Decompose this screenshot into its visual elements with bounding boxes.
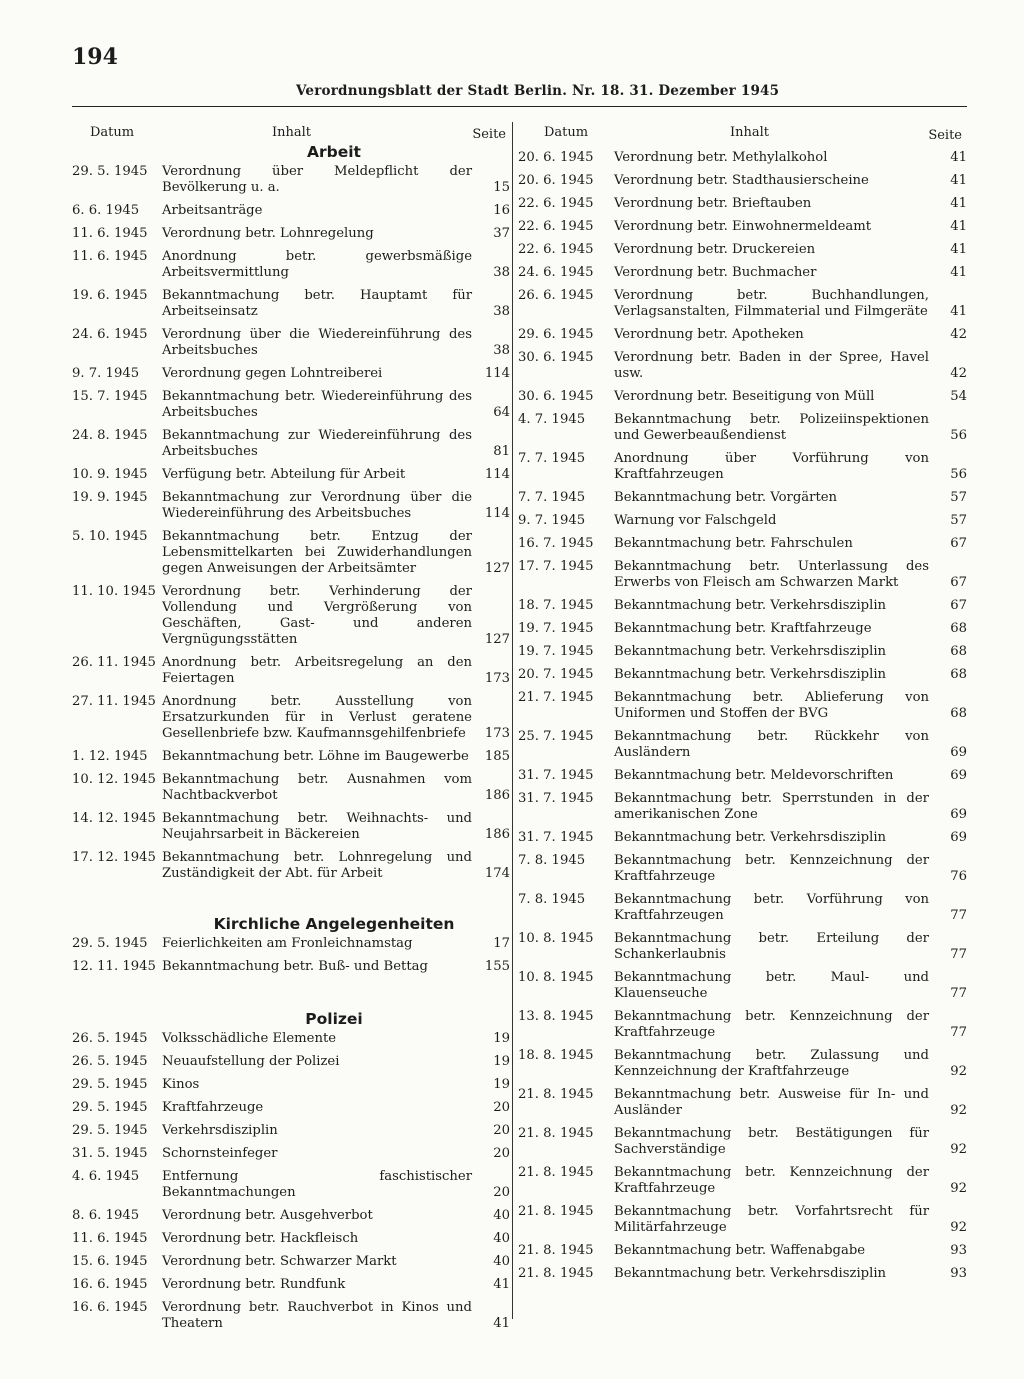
entry-title: Bekanntmachung betr. Ausnahmen vom Nachtbackverbot bbox=[162, 772, 472, 803]
entry-page: 40 bbox=[493, 1254, 510, 1269]
index-entry bbox=[518, 513, 967, 529]
entry-title: Verordnung betr. Schwarzer Markt bbox=[162, 1254, 397, 1269]
entry-date: 17. 12. 1945 bbox=[72, 850, 156, 865]
index-entry bbox=[518, 219, 967, 235]
entry-page: 77 bbox=[950, 947, 967, 962]
index-entry bbox=[518, 729, 967, 761]
index-entry bbox=[72, 1254, 510, 1270]
entry-page: 69 bbox=[950, 768, 967, 783]
index-entry bbox=[518, 173, 967, 189]
entry-date: 21. 8. 1945 bbox=[518, 1243, 594, 1258]
entry-title: Bekanntmachung betr. Fahrschulen bbox=[614, 536, 853, 551]
entry-page: 186 bbox=[484, 827, 510, 842]
index-entry bbox=[72, 655, 510, 687]
entry-page: 76 bbox=[950, 869, 967, 884]
index-entry bbox=[518, 150, 967, 166]
entry-date: 21. 8. 1945 bbox=[518, 1204, 594, 1219]
entry-page: 155 bbox=[484, 959, 510, 974]
entry-page: 56 bbox=[950, 467, 967, 482]
entry-title: Verordnung betr. Rundfunk bbox=[162, 1277, 346, 1292]
entry-title: Arbeitsanträge bbox=[162, 203, 263, 218]
entry-title: Verordnung gegen Lohntreiberei bbox=[162, 366, 383, 381]
entry-title: Neuaufstellung der Polizei bbox=[162, 1054, 340, 1069]
entry-page: 20 bbox=[493, 1100, 510, 1115]
entry-title: Verordnung betr. Beseitigung von Müll bbox=[614, 389, 875, 404]
index-entry bbox=[72, 529, 510, 577]
index-entry bbox=[518, 1266, 967, 1282]
entry-date: 21. 7. 1945 bbox=[518, 690, 594, 705]
index-entry bbox=[518, 536, 967, 552]
index-entry bbox=[72, 249, 510, 281]
entry-date: 22. 6. 1945 bbox=[518, 219, 594, 234]
entry-title: Verordnung betr. Baden in der Spree, Havel usw. bbox=[614, 350, 929, 381]
running-header: Verordnungsblatt der Stadt Berlin. Nr. 18. 31. Dezember 1945 bbox=[296, 83, 780, 99]
entry-date: 19. 7. 1945 bbox=[518, 621, 594, 636]
entry-title: Bekanntmachung betr. Ausweise für In- und Ausländer bbox=[614, 1087, 929, 1118]
entry-title: Verfügung betr. Abteilung für Arbeit bbox=[162, 467, 406, 482]
page-number: 194 bbox=[72, 44, 118, 70]
entry-date: 10. 8. 1945 bbox=[518, 970, 594, 985]
index-entry bbox=[518, 1087, 967, 1119]
index-entry bbox=[518, 490, 967, 506]
entry-date: 17. 7. 1945 bbox=[518, 559, 594, 574]
entry-date: 6. 6. 1945 bbox=[72, 203, 140, 218]
entry-date: 24. 6. 1945 bbox=[518, 265, 594, 280]
entry-title: Verordnung betr. Druckereien bbox=[614, 242, 816, 257]
index-entry bbox=[518, 389, 967, 405]
index-entry bbox=[518, 690, 967, 722]
index-entry bbox=[518, 1009, 967, 1041]
section-heading: Kirchliche Angelegenheiten bbox=[213, 915, 455, 933]
header-rule bbox=[72, 106, 967, 107]
page-heading: Seite bbox=[928, 128, 962, 143]
entry-page: 38 bbox=[493, 343, 510, 358]
entry-title: Bekanntmachung betr. Weihnachts- und Neujahrsarbeit in Bäckereien bbox=[162, 811, 472, 842]
page-heading: Seite bbox=[472, 127, 506, 142]
index-entry bbox=[72, 203, 510, 219]
entry-page: 93 bbox=[950, 1243, 967, 1258]
entry-date: 7. 7. 1945 bbox=[518, 451, 586, 466]
entry-page: 41 bbox=[493, 1316, 510, 1331]
index-entry bbox=[518, 412, 967, 444]
entry-title: Bekanntmachung betr. Kennzeichnung der Kraftfahrzeuge bbox=[614, 853, 929, 884]
entry-date: 10. 12. 1945 bbox=[72, 772, 156, 787]
entry-page: 77 bbox=[950, 986, 967, 1001]
entry-date: 30. 6. 1945 bbox=[518, 389, 594, 404]
index-entry bbox=[72, 1077, 510, 1093]
entry-date: 18. 8. 1945 bbox=[518, 1048, 594, 1063]
entry-title: Bekanntmachung betr. Polizeiinspektionen und Gewerbeaußendienst bbox=[614, 412, 929, 443]
entry-date: 11. 10. 1945 bbox=[72, 584, 156, 599]
entry-title: Bekanntmachung betr. Waffenabgabe bbox=[614, 1243, 866, 1258]
entry-date: 29. 5. 1945 bbox=[72, 936, 148, 951]
entry-title: Bekanntmachung betr. Erteilung der Schankerlaubnis bbox=[614, 931, 929, 962]
entry-page: 186 bbox=[484, 788, 510, 803]
entry-page: 41 bbox=[493, 1277, 510, 1292]
entry-title: Bekanntmachung betr. Verkehrsdisziplin bbox=[614, 1266, 887, 1281]
right-column bbox=[518, 125, 967, 1282]
entry-page: 64 bbox=[493, 405, 510, 420]
index-entry bbox=[518, 1126, 967, 1158]
entry-page: 41 bbox=[950, 304, 967, 319]
index-entry bbox=[518, 598, 967, 614]
entry-page: 41 bbox=[950, 265, 967, 280]
entry-date: 15. 6. 1945 bbox=[72, 1254, 148, 1269]
entry-title: Entfernung faschistischer Bekanntmachungen bbox=[162, 1169, 472, 1200]
entry-page: 92 bbox=[950, 1181, 967, 1196]
entry-date: 9. 7. 1945 bbox=[518, 513, 586, 528]
entry-date: 4. 6. 1945 bbox=[72, 1169, 140, 1184]
entry-page: 15 bbox=[493, 180, 510, 195]
entry-title: Verordnung betr. Verhinderung der Vollendung und Vergrößerung von Geschäften, Gast- und anderen Vergnügungsstätten bbox=[162, 584, 472, 647]
date-heading: Datum bbox=[544, 125, 589, 140]
entry-page: 57 bbox=[950, 490, 967, 505]
entry-page: 41 bbox=[950, 196, 967, 211]
entry-title: Kinos bbox=[162, 1077, 200, 1092]
entry-page: 40 bbox=[493, 1231, 510, 1246]
right-column-body bbox=[518, 150, 967, 1282]
index-entry bbox=[72, 1300, 510, 1332]
column-divider bbox=[512, 122, 513, 1319]
index-entry bbox=[72, 389, 510, 421]
entry-title: Verordnung betr. Einwohnermeldeamt bbox=[614, 219, 872, 234]
entry-date: 25. 7. 1945 bbox=[518, 729, 594, 744]
index-entry bbox=[518, 1243, 967, 1259]
index-entry bbox=[72, 959, 510, 975]
index-entry bbox=[72, 226, 510, 242]
entry-date: 29. 5. 1945 bbox=[72, 1077, 148, 1092]
entry-date: 22. 6. 1945 bbox=[518, 196, 594, 211]
entry-page: 77 bbox=[950, 1025, 967, 1040]
entry-page: 185 bbox=[484, 749, 510, 764]
entry-date: 29. 5. 1945 bbox=[72, 1100, 148, 1115]
entry-page: 38 bbox=[493, 265, 510, 280]
entry-date: 9. 7. 1945 bbox=[72, 366, 140, 381]
index-entry bbox=[72, 288, 510, 320]
entry-page: 38 bbox=[493, 304, 510, 319]
entry-page: 92 bbox=[950, 1220, 967, 1235]
entry-title: Verordnung betr. Brieftauben bbox=[614, 196, 812, 211]
entry-date: 30. 6. 1945 bbox=[518, 350, 594, 365]
entry-page: 127 bbox=[484, 632, 510, 647]
index-entry bbox=[72, 850, 510, 882]
entry-page: 114 bbox=[484, 506, 510, 521]
index-entry bbox=[72, 749, 510, 765]
entry-page: 54 bbox=[950, 389, 967, 404]
entry-page: 16 bbox=[493, 203, 510, 218]
entry-page: 57 bbox=[950, 513, 967, 528]
index-entry bbox=[518, 196, 967, 212]
entry-date: 8. 6. 1945 bbox=[72, 1208, 140, 1223]
entry-date: 16. 7. 1945 bbox=[518, 536, 594, 551]
entry-title: Bekanntmachung betr. Vorführung von Kraftfahrzeugen bbox=[614, 892, 929, 923]
entry-page: 173 bbox=[484, 726, 510, 741]
entry-page: 20 bbox=[493, 1123, 510, 1138]
entry-title: Anordnung betr. Arbeitsregelung an den Feiertagen bbox=[162, 655, 472, 686]
entry-date: 19. 7. 1945 bbox=[518, 644, 594, 659]
index-entry bbox=[518, 327, 967, 343]
entry-page: 68 bbox=[950, 621, 967, 636]
entry-page: 67 bbox=[950, 536, 967, 551]
entry-date: 24. 6. 1945 bbox=[72, 327, 148, 342]
entry-page: 19 bbox=[493, 1054, 510, 1069]
index-entry bbox=[518, 451, 967, 483]
entry-page: 37 bbox=[493, 226, 510, 241]
entry-date: 19. 6. 1945 bbox=[72, 288, 148, 303]
index-entry bbox=[72, 1146, 510, 1162]
index-entry bbox=[72, 1123, 510, 1139]
entry-page: 174 bbox=[484, 866, 510, 881]
index-entry bbox=[518, 853, 967, 885]
index-entry bbox=[518, 1048, 967, 1080]
left-column-body bbox=[72, 144, 510, 1332]
entry-page: 77 bbox=[950, 908, 967, 923]
entry-date: 7. 8. 1945 bbox=[518, 853, 586, 868]
entry-page: 41 bbox=[950, 242, 967, 257]
index-entry bbox=[518, 265, 967, 281]
entry-title: Bekanntmachung betr. Zulassung und Kennzeichnung der Kraftfahrzeuge bbox=[614, 1048, 929, 1079]
entry-date: 26. 6. 1945 bbox=[518, 288, 594, 303]
entry-date: 10. 8. 1945 bbox=[518, 931, 594, 946]
entry-page: 41 bbox=[950, 173, 967, 188]
index-entry bbox=[518, 768, 967, 784]
index-entry bbox=[72, 366, 510, 382]
left-column bbox=[72, 125, 510, 1332]
index-entry bbox=[72, 1100, 510, 1116]
entry-date: 31. 7. 1945 bbox=[518, 768, 594, 783]
index-entry bbox=[72, 164, 510, 196]
index-entry bbox=[72, 1277, 510, 1293]
entry-title: Kraftfahrzeuge bbox=[162, 1100, 264, 1115]
index-entry bbox=[72, 1231, 510, 1247]
entry-title: Verordnung über die Wiedereinführung des Arbeitsbuches bbox=[162, 327, 472, 358]
entry-title: Bekanntmachung betr. Entzug der Lebensmittelkarten bei Zuwiderhandlungen gegen Anweisungen der Arbeitsämter bbox=[162, 529, 472, 576]
index-entry bbox=[72, 428, 510, 460]
entry-date: 24. 8. 1945 bbox=[72, 428, 148, 443]
entry-date: 20. 6. 1945 bbox=[518, 173, 594, 188]
entry-page: 114 bbox=[484, 467, 510, 482]
entry-date: 26. 11. 1945 bbox=[72, 655, 156, 670]
entry-title: Verordnung betr. Ausgehverbot bbox=[162, 1208, 373, 1223]
entry-date: 5. 10. 1945 bbox=[72, 529, 148, 544]
entry-title: Bekanntmachung betr. Rückkehr von Ausländern bbox=[614, 729, 929, 760]
entry-title: Bekanntmachung betr. Verkehrsdisziplin bbox=[614, 830, 887, 845]
entry-date: 1. 12. 1945 bbox=[72, 749, 148, 764]
entry-date: 31. 7. 1945 bbox=[518, 791, 594, 806]
entry-title: Bekanntmachung betr. Maul- und Klauenseuche bbox=[614, 970, 929, 1001]
content-heading: Inhalt bbox=[272, 125, 312, 140]
index-entry bbox=[72, 467, 510, 483]
index-entry bbox=[518, 667, 967, 683]
entry-title: Bekanntmachung zur Verordnung über die Wiedereinführung des Arbeitsbuches bbox=[162, 490, 472, 521]
entry-title: Bekanntmachung betr. Kraftfahrzeuge bbox=[614, 621, 872, 636]
left-column-header bbox=[72, 125, 510, 144]
entry-date: 18. 7. 1945 bbox=[518, 598, 594, 613]
entry-title: Bekanntmachung betr. Vorgärten bbox=[614, 490, 838, 505]
index-entry bbox=[72, 772, 510, 804]
index-entry bbox=[518, 830, 967, 846]
index-entry bbox=[518, 970, 967, 1002]
section-heading: Arbeit bbox=[307, 143, 361, 161]
index-entry bbox=[518, 892, 967, 924]
index-entry bbox=[72, 811, 510, 843]
entry-date: 21. 8. 1945 bbox=[518, 1087, 594, 1102]
entry-title: Bekanntmachung betr. Buß- und Bettag bbox=[162, 959, 428, 974]
index-entry bbox=[72, 1031, 510, 1047]
entry-title: Warnung vor Falschgeld bbox=[614, 513, 777, 528]
entry-date: 16. 6. 1945 bbox=[72, 1277, 148, 1292]
section-heading: Polizei bbox=[305, 1010, 363, 1028]
entry-page: 42 bbox=[950, 366, 967, 381]
entry-title: Bekanntmachung betr. Ablieferung von Uniformen und Stoffen der BVG bbox=[614, 690, 929, 721]
entry-date: 22. 6. 1945 bbox=[518, 242, 594, 257]
entry-date: 14. 12. 1945 bbox=[72, 811, 156, 826]
entry-date: 21. 8. 1945 bbox=[518, 1126, 594, 1141]
entry-title: Feierlichkeiten am Fronleichnamstag bbox=[162, 936, 413, 951]
entry-page: 68 bbox=[950, 644, 967, 659]
entry-page: 68 bbox=[950, 667, 967, 682]
index-entry bbox=[518, 559, 967, 591]
entry-date: 29. 5. 1945 bbox=[72, 1123, 148, 1138]
entry-date: 20. 7. 1945 bbox=[518, 667, 594, 682]
entry-title: Verordnung betr. Lohnregelung bbox=[162, 226, 374, 241]
index-entry bbox=[72, 1208, 510, 1224]
entry-date: 12. 11. 1945 bbox=[72, 959, 156, 974]
entry-title: Bekanntmachung betr. Vorfahrtsrecht für Militärfahrzeuge bbox=[614, 1204, 929, 1235]
entry-page: 68 bbox=[950, 706, 967, 721]
entry-title: Bekanntmachung betr. Sperrstunden in der amerikanischen Zone bbox=[614, 791, 929, 822]
entry-title: Bekanntmachung betr. Wiedereinführung des Arbeitsbuches bbox=[162, 389, 472, 420]
content-heading: Inhalt bbox=[730, 125, 770, 140]
entry-date: 11. 6. 1945 bbox=[72, 249, 148, 264]
entry-date: 26. 5. 1945 bbox=[72, 1054, 148, 1069]
entry-title: Anordnung über Vorführung von Kraftfahrzeugen bbox=[614, 451, 929, 482]
entry-page: 40 bbox=[493, 1208, 510, 1223]
entry-page: 92 bbox=[950, 1064, 967, 1079]
entry-page: 19 bbox=[493, 1077, 510, 1092]
index-entry bbox=[518, 644, 967, 660]
entry-date: 10. 9. 1945 bbox=[72, 467, 148, 482]
entry-date: 11. 6. 1945 bbox=[72, 1231, 148, 1246]
entry-date: 29. 6. 1945 bbox=[518, 327, 594, 342]
index-entry bbox=[518, 931, 967, 963]
entry-date: 7. 7. 1945 bbox=[518, 490, 586, 505]
index-entry bbox=[72, 490, 510, 522]
index-entry bbox=[518, 350, 967, 382]
entry-title: Bekanntmachung betr. Verkehrsdisziplin bbox=[614, 667, 887, 682]
entry-title: Volksschädliche Elemente bbox=[162, 1031, 337, 1046]
entry-date: 13. 8. 1945 bbox=[518, 1009, 594, 1024]
entry-page: 127 bbox=[484, 561, 510, 576]
entry-page: 173 bbox=[484, 671, 510, 686]
entry-date: 31. 7. 1945 bbox=[518, 830, 594, 845]
index-entry bbox=[72, 584, 510, 648]
entry-page: 19 bbox=[493, 1031, 510, 1046]
entry-date: 21. 8. 1945 bbox=[518, 1266, 594, 1281]
entry-title: Bekanntmachung betr. Meldevorschriften bbox=[614, 768, 894, 783]
entry-date: 16. 6. 1945 bbox=[72, 1300, 148, 1315]
entry-page: 42 bbox=[950, 327, 967, 342]
entry-page: 20 bbox=[493, 1185, 510, 1200]
entry-title: Bekanntmachung betr. Bestätigungen für Sachverständige bbox=[614, 1126, 929, 1157]
entry-title: Verordnung betr. Stadthausierscheine bbox=[614, 173, 869, 188]
entry-title: Verordnung betr. Apotheken bbox=[614, 327, 804, 342]
entry-date: 11. 6. 1945 bbox=[72, 226, 148, 241]
entry-title: Verordnung betr. Methylalkohol bbox=[614, 150, 828, 165]
entry-title: Anordnung betr. gewerbsmäßige Arbeitsvermittlung bbox=[162, 249, 472, 280]
entry-page: 20 bbox=[493, 1146, 510, 1161]
entry-title: Bekanntmachung betr. Kennzeichnung der Kraftfahrzeuge bbox=[614, 1009, 929, 1040]
entry-page: 92 bbox=[950, 1103, 967, 1118]
entry-title: Anordnung betr. Ausstellung von Ersatzurkunden für in Verlust geratene Gesellenbriefe bzw. Kaufmannsgehilfenbriefe bbox=[162, 694, 472, 741]
date-heading: Datum bbox=[90, 125, 135, 140]
entry-title: Verordnung betr. Buchhandlungen, Verlagsanstalten, Filmmaterial und Filmgeräte bbox=[614, 288, 929, 319]
index-entry bbox=[72, 694, 510, 742]
entry-title: Verkehrsdisziplin bbox=[162, 1123, 278, 1138]
entry-page: 67 bbox=[950, 598, 967, 613]
entry-date: 26. 5. 1945 bbox=[72, 1031, 148, 1046]
entry-page: 41 bbox=[950, 150, 967, 165]
entry-date: 29. 5. 1945 bbox=[72, 164, 148, 179]
index-entry bbox=[518, 621, 967, 637]
entry-title: Bekanntmachung betr. Lohnregelung und Zuständigkeit der Abt. für Arbeit bbox=[162, 850, 472, 881]
entry-page: 69 bbox=[950, 807, 967, 822]
entry-title: Bekanntmachung betr. Unterlassung des Erwerbs von Fleisch am Schwarzen Markt bbox=[614, 559, 929, 590]
entry-title: Verordnung über Meldepflicht der Bevölkerung u. a. bbox=[162, 164, 472, 195]
index-entry bbox=[518, 242, 967, 258]
entry-date: 19. 9. 1945 bbox=[72, 490, 148, 505]
entry-page: 81 bbox=[493, 444, 510, 459]
right-column-header bbox=[518, 125, 967, 144]
index-entry bbox=[72, 1054, 510, 1070]
index-entry bbox=[518, 288, 967, 320]
entry-date: 31. 5. 1945 bbox=[72, 1146, 148, 1161]
entry-date: 4. 7. 1945 bbox=[518, 412, 586, 427]
entry-title: Bekanntmachung betr. Löhne im Baugewerbe bbox=[162, 749, 469, 764]
entry-page: 114 bbox=[484, 366, 510, 381]
entry-title: Schornsteinfeger bbox=[162, 1146, 278, 1161]
entry-page: 67 bbox=[950, 575, 967, 590]
entry-page: 41 bbox=[950, 219, 967, 234]
entry-date: 15. 7. 1945 bbox=[72, 389, 148, 404]
index-entry bbox=[518, 1165, 967, 1197]
entry-page: 69 bbox=[950, 830, 967, 845]
entry-date: 21. 8. 1945 bbox=[518, 1165, 594, 1180]
entry-page: 93 bbox=[950, 1266, 967, 1281]
index-entry bbox=[72, 1169, 510, 1201]
entry-title: Verordnung betr. Buchmacher bbox=[614, 265, 817, 280]
entry-page: 92 bbox=[950, 1142, 967, 1157]
index-entry bbox=[72, 327, 510, 359]
entry-date: 20. 6. 1945 bbox=[518, 150, 594, 165]
index-entry bbox=[72, 936, 510, 952]
entry-title: Bekanntmachung betr. Verkehrsdisziplin bbox=[614, 598, 887, 613]
index-entry bbox=[518, 791, 967, 823]
entry-page: 17 bbox=[493, 936, 510, 951]
entry-title: Verordnung betr. Rauchverbot in Kinos und Theatern bbox=[162, 1300, 472, 1331]
entry-title: Verordnung betr. Hackfleisch bbox=[162, 1231, 359, 1246]
entry-page: 56 bbox=[950, 428, 967, 443]
entry-date: 27. 11. 1945 bbox=[72, 694, 156, 709]
entry-date: 7. 8. 1945 bbox=[518, 892, 586, 907]
entry-title: Bekanntmachung betr. Verkehrsdisziplin bbox=[614, 644, 887, 659]
entry-title: Bekanntmachung betr. Hauptamt für Arbeitseinsatz bbox=[162, 288, 472, 319]
entry-title: Bekanntmachung zur Wiedereinführung des Arbeitsbuches bbox=[162, 428, 472, 459]
entry-page: 69 bbox=[950, 745, 967, 760]
index-entry bbox=[518, 1204, 967, 1236]
entry-title: Bekanntmachung betr. Kennzeichnung der Kraftfahrzeuge bbox=[614, 1165, 929, 1196]
